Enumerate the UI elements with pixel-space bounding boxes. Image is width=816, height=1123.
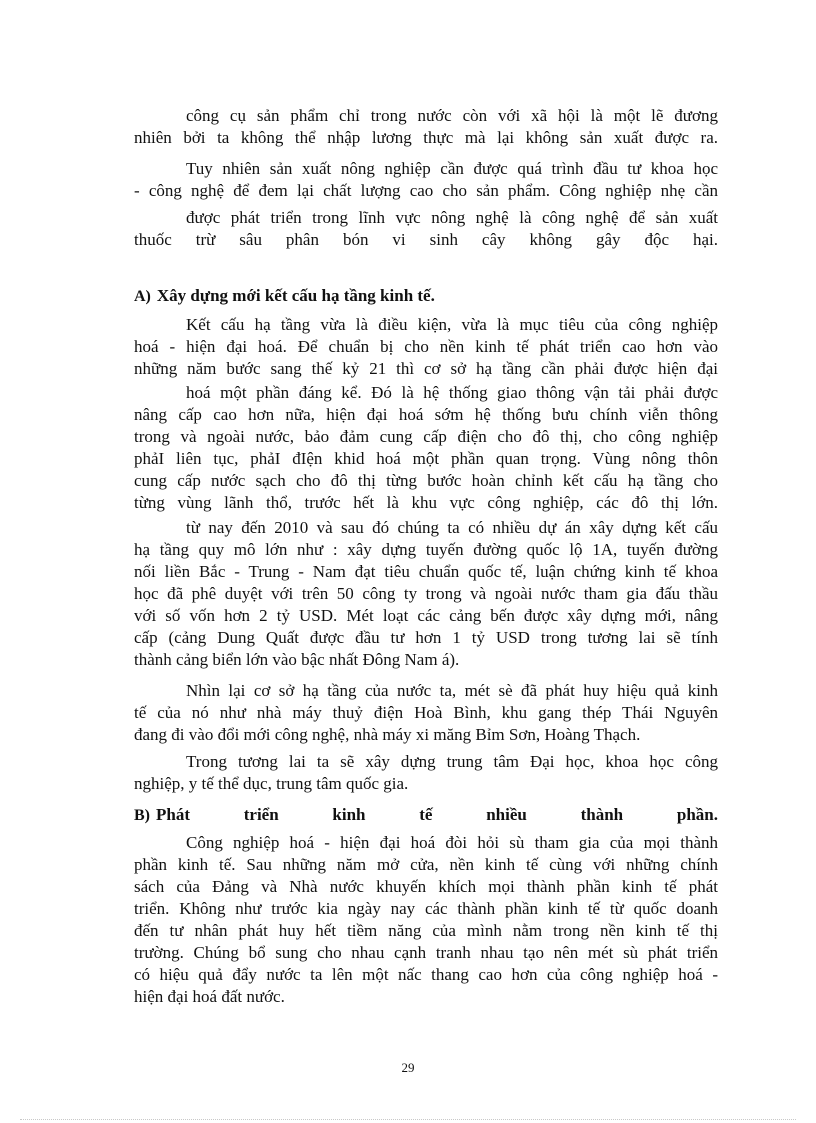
paragraph-4: [134, 314, 718, 380]
text-line: hoá một phần đáng kể. Đó là hệ thống giao thông vận tải phải được: [186, 383, 718, 402]
text-line: đến tư nhân phát huy hết tiềm năng của mình nằm trong nền kinh tế thị: [134, 921, 718, 940]
text-line: cấp (cảng Dung Quất được đầu tư hơn 1 tỷ USD trong tương lai sẽ tính: [134, 628, 718, 647]
text-line: công cụ sản phẩm chỉ trong nước còn với xã hội là một lẽ đương: [186, 106, 718, 125]
text-line: từng vùng lãnh thổ, trước hết là khu vực công nghiệp, các đô thị lớn.: [134, 493, 718, 512]
text-line: Trong tương lai ta sẽ xây dựng trung tâm Đại học, khoa học công: [186, 752, 718, 771]
section-marker: B): [134, 807, 150, 824]
text-line: nối liền Bắc - Trung - Nam đạt tiêu chuẩn quốc tế, luận chứng kinh tế khoa: [134, 562, 718, 581]
text-line: - công nghệ để đem lại chất lượng cao cho sản phẩm. Công nghiệp nhẹ cần: [134, 181, 718, 200]
text-line: nhiên bởi ta không thể nhập lương thực mà lại không sản xuất được ra.: [134, 128, 718, 147]
text-line: với số vốn hơn 2 tỷ USD. Mét loạt các cảng bến được xây dựng mới, nâng: [134, 606, 718, 625]
section-heading-b: [134, 804, 718, 827]
section-title: Phát triển kinh tế nhiều thành phần.: [156, 805, 718, 824]
text-line: học đã phê duyệt với trên 50 công ty trong và ngoài nước tham gia đấu thầu: [134, 584, 718, 603]
text-line: tế của nó như nhà máy thuỷ điện Hoà Bình, khu gang thép Thái Nguyên: [134, 703, 718, 722]
paragraph-9: [134, 832, 718, 1008]
text-line: hoá - hiện đại hoá. Để chuẩn bị cho nền kinh tế phát triển cao hơn vào: [134, 337, 718, 356]
text-line: những năm bước sang thế kỷ 21 thì cơ sở hạ tầng cần phải được hiện đại: [134, 359, 718, 378]
text-line: Tuy nhiên sản xuất nông nghiệp cần được quá trình đầu tư khoa học: [186, 159, 718, 178]
text-line: từ nay đến 2010 và sau đó chúng ta có nhiều dự án xây dựng kết cấu: [186, 518, 718, 537]
text-line: hiện đại hoá đất nước.: [134, 987, 285, 1006]
text-line: Nhìn lại cơ sở hạ tầng của nước ta, mét sè đã phát huy hiệu quả kinh: [186, 681, 718, 700]
text-line: cung cấp nước sạch cho đô thị từng bước hoàn chỉnh kết cấu hạ tầng cho: [134, 471, 718, 490]
text-line: được phát triển trong lĩnh vực nông nghệ là công nghệ để sản xuất: [186, 208, 718, 227]
paragraph-1: [134, 105, 718, 149]
text-line: Kết cấu hạ tầng vừa là điều kiện, vừa là mục tiêu của công nghiệp: [186, 315, 718, 334]
text-line: thành cảng biển lớn vào bậc nhất Đông Nam á).: [134, 650, 460, 669]
paragraph-6: [134, 517, 718, 671]
text-line: nâng cấp cao hơn nữa, hiện đại hoá sớm hệ thống bưu chính viễn thông: [134, 405, 718, 424]
text-line: trong và ngoài nước, bảo đảm cung cấp điện cho đô thị, cho công nghiệp: [134, 427, 718, 446]
text-line: Công nghiệp hoá - hiện đại hoá đòi hỏi sù tham gia của mọi thành: [186, 833, 718, 852]
section-title: Xây dựng mới kết cấu hạ tầng kinh tế.: [156, 286, 435, 305]
paragraph-2: [134, 158, 718, 202]
text-line: trường. Chúng bổ sung cho nhau cạnh tranh nhau tạo nên mét sù phát triển: [134, 943, 718, 962]
paragraph-3: [134, 207, 718, 251]
text-line: hạ tầng quy mô lớn như : xây dựng tuyến đường quốc lộ 1A, tuyến đường: [134, 540, 718, 559]
paragraph-7: [134, 680, 718, 746]
section-marker: A): [134, 288, 151, 305]
paragraph-8: [134, 751, 718, 795]
page-number: 29: [401, 1060, 415, 1075]
text-line: triển. Không như trước kia ngày nay các thành phần kinh tế từ quốc doanh: [134, 899, 718, 918]
text-line: đang đi vào đổi mới công nghệ, nhà máy xi măng Bỉm Sơn, Hoàng Thạch.: [134, 725, 641, 744]
page-border-dots: [20, 1119, 796, 1120]
text-line: nghiệp, y tế thể dục, trung tâm quốc gia.: [134, 774, 409, 793]
text-line: phảI liên tục, phảI đIện khid hoá một phần quan trọng. Vùng nông thôn: [134, 449, 718, 468]
paragraph-5: [134, 382, 718, 514]
text-line: có hiệu quả đẩy nước ta lên một nấc thang cao hơn của công nghiệp hoá -: [134, 965, 718, 984]
text-line: phần kinh tế. Sau những năm mở cửa, nền kinh tế cùng với những chính: [134, 855, 718, 874]
text-line: sách của Đảng và Nhà nước khuyến khích mọi thành phần kinh tế phát: [134, 877, 718, 896]
text-line: thuốc trừ sâu phân bón vi sinh cây không gây độc hại.: [134, 230, 718, 249]
section-heading-a: [134, 285, 718, 308]
